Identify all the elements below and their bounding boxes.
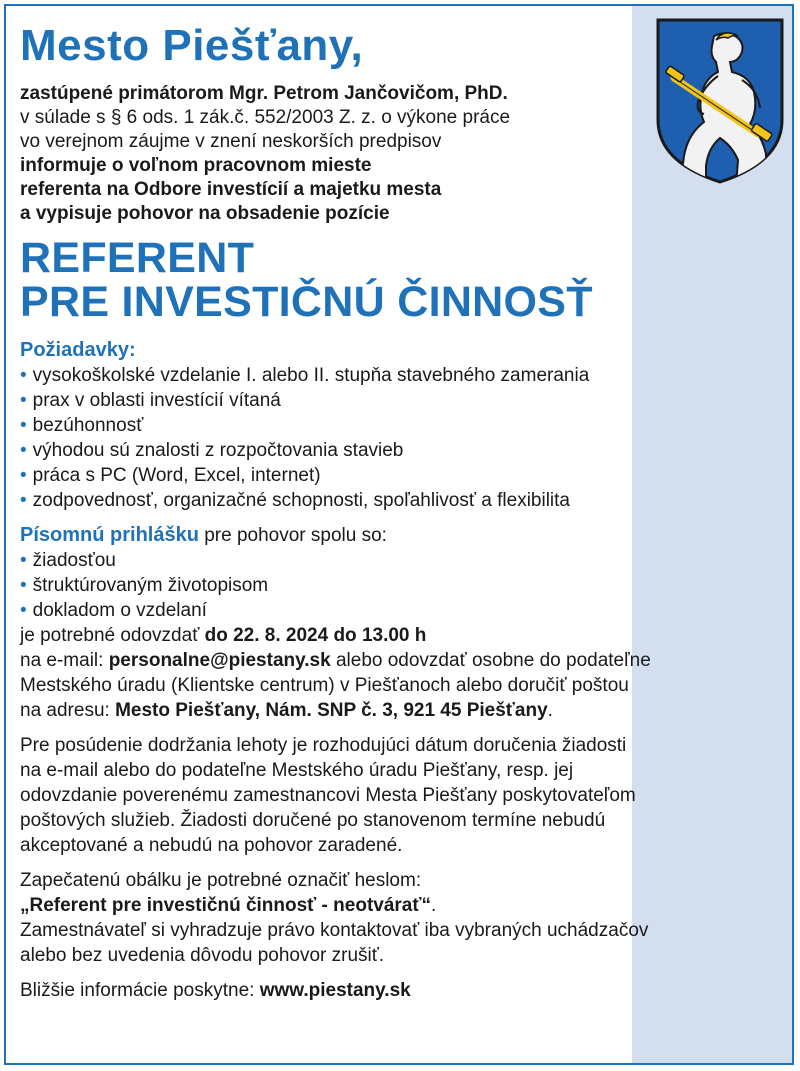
list-item: • práca s PC (Word, Excel, internet) (20, 465, 321, 486)
intro-line: a vypisuje pohovor na obsadenie pozície (20, 203, 390, 224)
note-line: poštových služieb. Žiadosti doručené po stanovenom termíne nebudú (20, 810, 606, 831)
application-heading: Písomnú prihlášku (20, 524, 199, 546)
bullet-icon: • (20, 440, 27, 461)
position-title (20, 236, 790, 324)
position-title-line: REFERENT (20, 234, 255, 282)
bullet-icon: • (20, 575, 27, 596)
footer-label: Bližšie informácie poskytne: (20, 980, 260, 1001)
notice-content (20, 20, 790, 1003)
application-heading-line: Písomnú prihlášku pre pohovor spolu so: (20, 524, 387, 546)
deadline-note (20, 733, 790, 858)
office-line: Mestského úradu (Klientske centrum) v Piešťanoch alebo doručiť poštou (20, 675, 629, 696)
envelope-line: alebo bez uvedenia dôvodu pohovor zrušiť. (20, 945, 385, 966)
list-item: • žiadosťou (20, 550, 116, 571)
intro-line: referenta na Odbore investícií a majetku mesta (20, 179, 442, 200)
requirements-heading: Požiadavky: (20, 339, 136, 361)
note-line: Pre posúdenie dodržania lehoty je rozhodujúci dátum doručenia žiadosti (20, 735, 627, 756)
list-item: • štruktúrovaným životopisom (20, 575, 269, 596)
list-item: • výhodou sú znalosti z rozpočtovania stavieb (20, 440, 404, 461)
list-item: • bezúhonnosť (20, 415, 144, 436)
address-line: na adresu: Mesto Piešťany, Nám. SNP č. 3, 921 45 Piešťany. (20, 700, 553, 721)
envelope-line: Zamestnávateľ si vyhradzuje právo kontaktovať iba vybraných uchádzačov (20, 920, 649, 941)
list-item: • vysokoškolské vzdelanie I. alebo II. stupňa stavebného zamerania (20, 365, 590, 386)
email-link[interactable]: personalne@piestany.sk (108, 650, 331, 671)
page-title: Mesto Piešťany, (20, 21, 364, 70)
bullet-icon: • (20, 415, 27, 436)
bullet-icon: • (20, 490, 27, 511)
address: Mesto Piešťany, Nám. SNP č. 3, 921 45 Piešťany (115, 700, 548, 721)
intro-block (20, 82, 790, 226)
position-title-line: PRE INVESTIČNÚ ČINNOSŤ (20, 278, 593, 326)
bullet-icon: • (20, 465, 27, 486)
deadline-line: je potrebné odovzdať do 22. 8. 2024 do 13.00 h (20, 625, 427, 646)
notice-frame (4, 4, 794, 1065)
intro-line: vo verejnom záujme v znení neskorších predpisov (20, 131, 442, 152)
application-section (20, 523, 790, 723)
bullet-icon: • (20, 550, 27, 571)
note-line: na e-mail alebo do podateľne Mestského úradu Piešťany, resp. jej (20, 760, 574, 781)
list-item: • prax v oblasti investícií vítaná (20, 390, 281, 411)
email-line: na e-mail: personalne@piestany.sk alebo odovzdať osobne do podateľne (20, 650, 651, 671)
note-line: odovzdanie poverenému zamestnancovi Mesta Piešťany poskytovateľom (20, 785, 636, 806)
bullet-icon: • (20, 365, 27, 386)
website-link[interactable]: www.piestany.sk (259, 980, 411, 1001)
intro-line: zastúpené primátorom Mgr. Petrom Jančovičom, PhD. (20, 83, 508, 104)
list-item: • dokladom o vzdelaní (20, 600, 207, 621)
deadline: do 22. 8. 2024 do 13.00 h (204, 625, 427, 646)
envelope-line: Zapečatenú obálku je potrebné označiť heslom: (20, 870, 422, 891)
envelope-password: „Referent pre investičnú činnosť - neotvárať“ (20, 895, 431, 916)
bullet-icon: • (20, 390, 27, 411)
list-item: • zodpovednosť, organizačné schopnosti, spoľahlivosť a flexibilita (20, 490, 570, 511)
requirements-section (20, 338, 790, 513)
note-line: akceptované a nebudú na pohovor zaradené. (20, 835, 403, 856)
intro-line: informuje o voľnom pracovnom mieste (20, 155, 372, 176)
bullet-icon: • (20, 600, 27, 621)
footer (20, 978, 790, 1003)
intro-line: v súlade s § 6 ods. 1 zák.č. 552/2003 Z. z. o výkone práce (20, 107, 511, 128)
envelope-password-line: „Referent pre investičnú činnosť - neotvárať“. (20, 895, 437, 916)
envelope-section (20, 868, 790, 968)
